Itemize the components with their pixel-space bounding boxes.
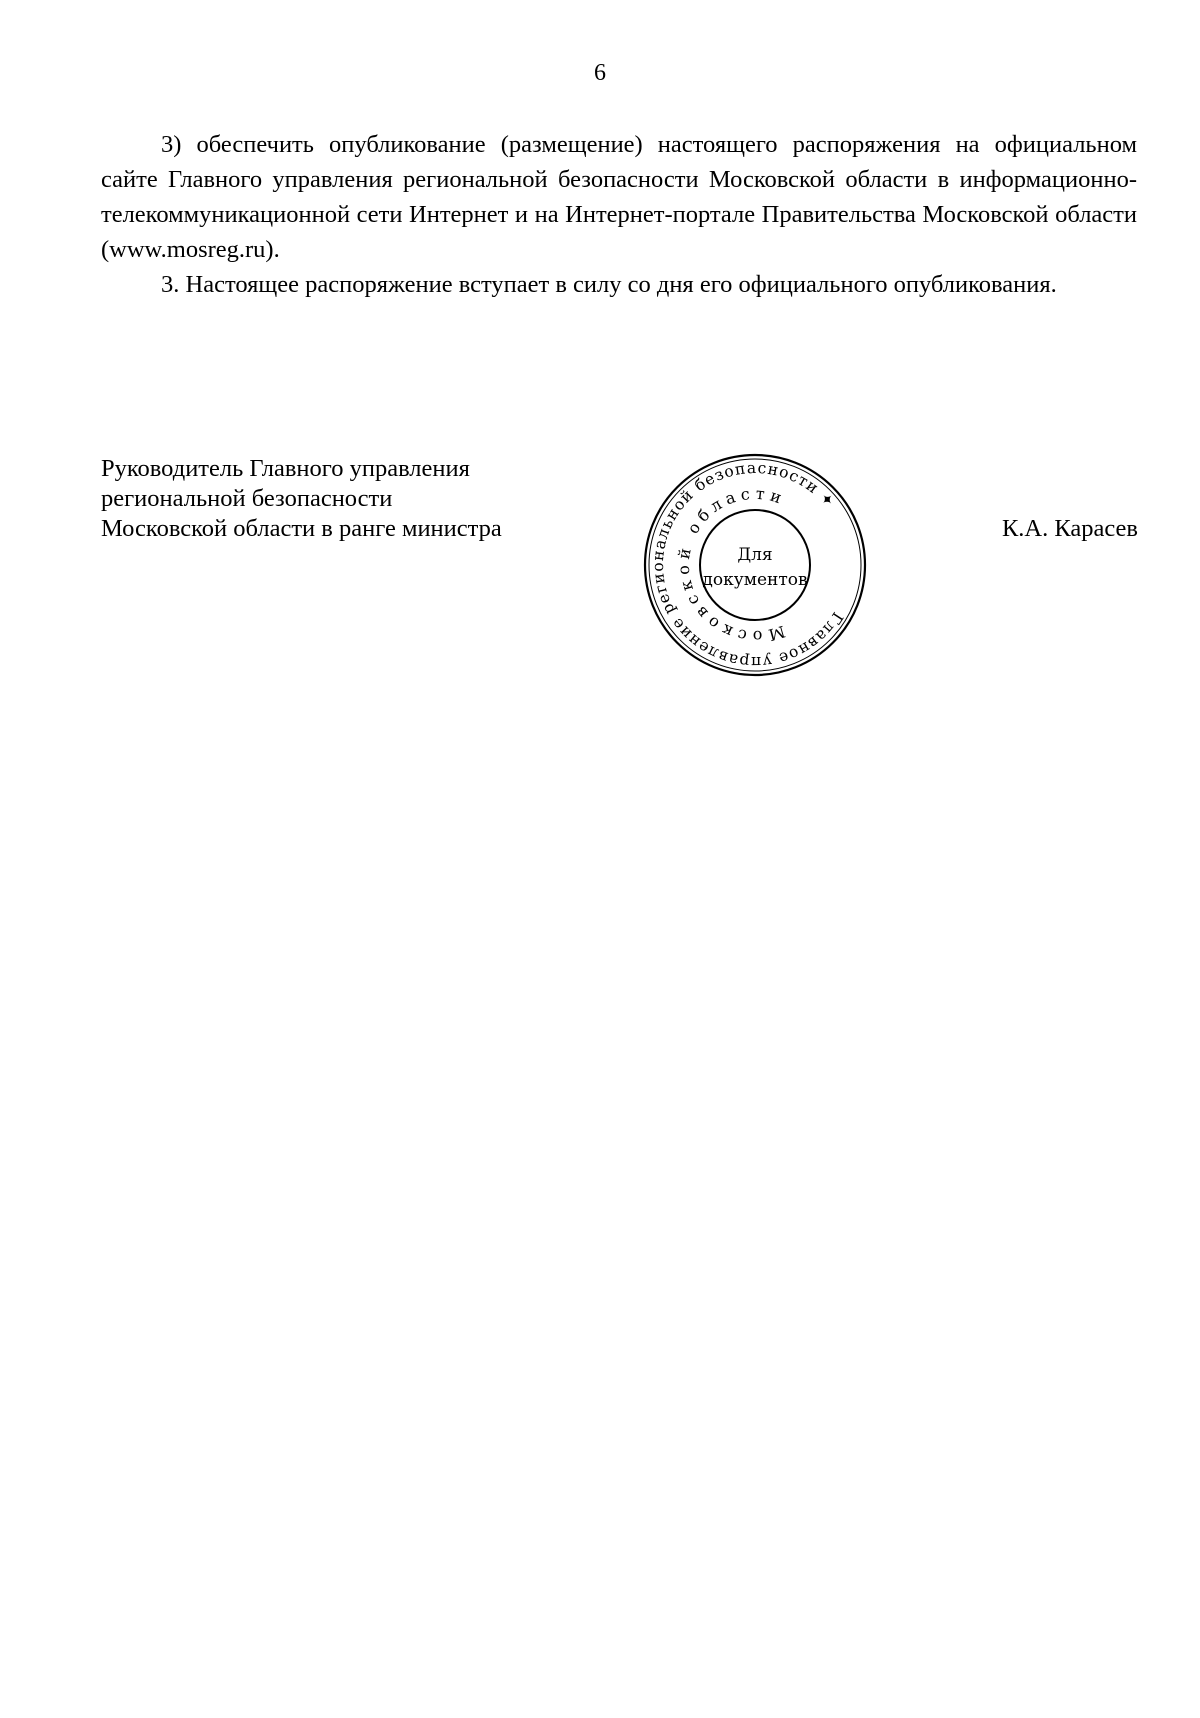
signatory-title-line: Руководитель Главного управления <box>101 455 470 482</box>
stamp-center-line-2: документов <box>702 570 808 590</box>
paragraph-effective-date: 3. Настоящее распоряжение вступает в силу со дня его официального опубликования. <box>161 271 1057 298</box>
signatory-title-line: региональной безопасности <box>101 485 393 512</box>
official-stamp <box>640 450 870 680</box>
stamp-seal-icon <box>640 450 870 680</box>
page-number: 6 <box>594 60 606 86</box>
stamp-center-line-1: Для <box>737 545 773 565</box>
stamp-outer-text: Главное управление региональной безопасности ✦ <box>648 458 847 672</box>
signatory-title-line: Московской области в ранге министра <box>101 515 502 542</box>
document-body <box>101 127 1137 302</box>
signatory-title <box>101 454 502 544</box>
signatory-name: К.А. Карасев <box>1001 515 1138 542</box>
paragraph-publication: 3) обеспечить опубликование (размещение) настоящего распоряжения на официальном сайте Главного управления региональной безопасности Московской области в информационно-телекоммуникационной сети Интернет и на Интернет-портале Правительства Московской области (www.mosreg.ru). <box>101 131 1137 263</box>
stamp-inner-text: Московской области <box>673 483 789 647</box>
